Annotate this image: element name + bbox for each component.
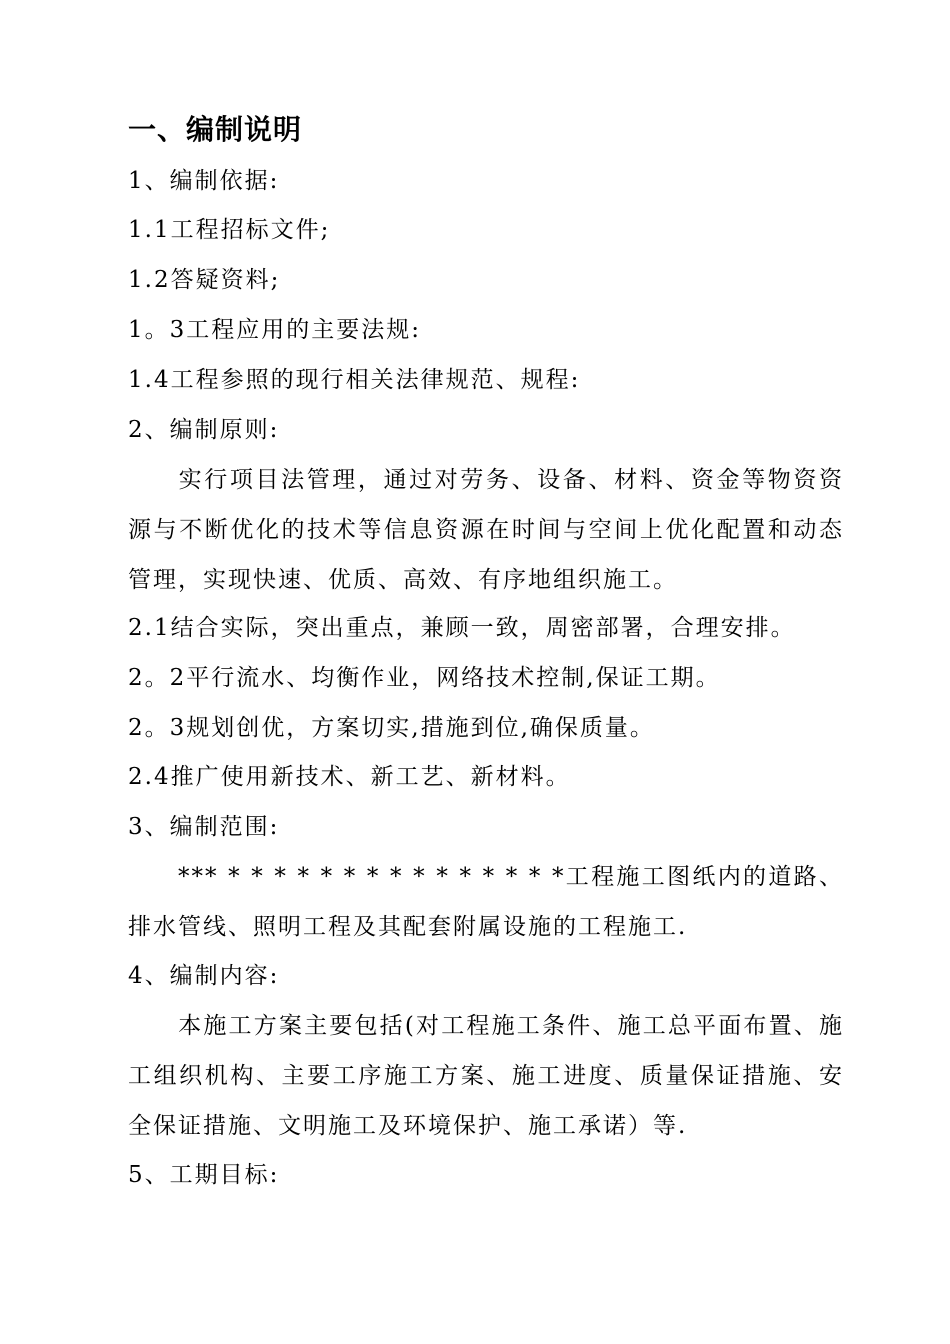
basis-heading: 1、编制依据:	[128, 168, 280, 194]
principles-paragraph-text: 实行项目法管理，通过对劳务、设备、材料、资金等物资资源与不断优化的技术等信息资源在时间与空间上优化配置和动态管理，实现快速、优质、高效、有序地组织施工。	[128, 467, 844, 593]
principle-item-2-4: 2.4推广使用新技术、新工艺、新材料。	[128, 764, 571, 790]
schedule-heading: 5、工期目标:	[128, 1162, 280, 1188]
principle-item-2-3: 2。3规划创优，方案切实,措施到位,确保质量。	[128, 715, 655, 741]
principles-heading: 2、编制原则:	[128, 417, 280, 443]
content-paragraph-text: 本施工方案主要包括(对工程施工条件、施工总平面布置、施工组织机构、主要工序施工方案、施工进度、质量保证措施、安全保证措施、文明施工及环境保护、施工承诺）等.	[128, 1013, 844, 1139]
scope-paragraph-text: *** * * * * * * * * * * * * * * *工程施工图纸内的道路、排水管线、照明工程及其配套附属设施的工程施工.	[128, 864, 844, 940]
basis-item-1-1: 1.1工程招标文件;	[128, 217, 331, 243]
content-heading: 4、编制内容:	[128, 963, 280, 989]
principle-item-2-1: 2.1结合实际，突出重点，兼顾一致，周密部署，合理安排。	[128, 615, 796, 641]
principles-paragraph	[128, 455, 844, 605]
principle-item-2-2: 2。2平行流水、均衡作业，网络技术控制,保证工期。	[128, 665, 721, 691]
basis-item-1-2: 1.2答疑资料;	[128, 267, 281, 293]
basis-item-1-3: 1。3工程应用的主要法规:	[128, 317, 422, 343]
basis-item-1-4: 1.4工程参照的现行相关法律规范、规程:	[128, 367, 581, 393]
scope-heading: 3、编制范围:	[128, 814, 280, 840]
section-title: 一、编制说明	[128, 113, 303, 146]
content-paragraph	[128, 1001, 844, 1151]
scope-paragraph	[128, 852, 844, 952]
